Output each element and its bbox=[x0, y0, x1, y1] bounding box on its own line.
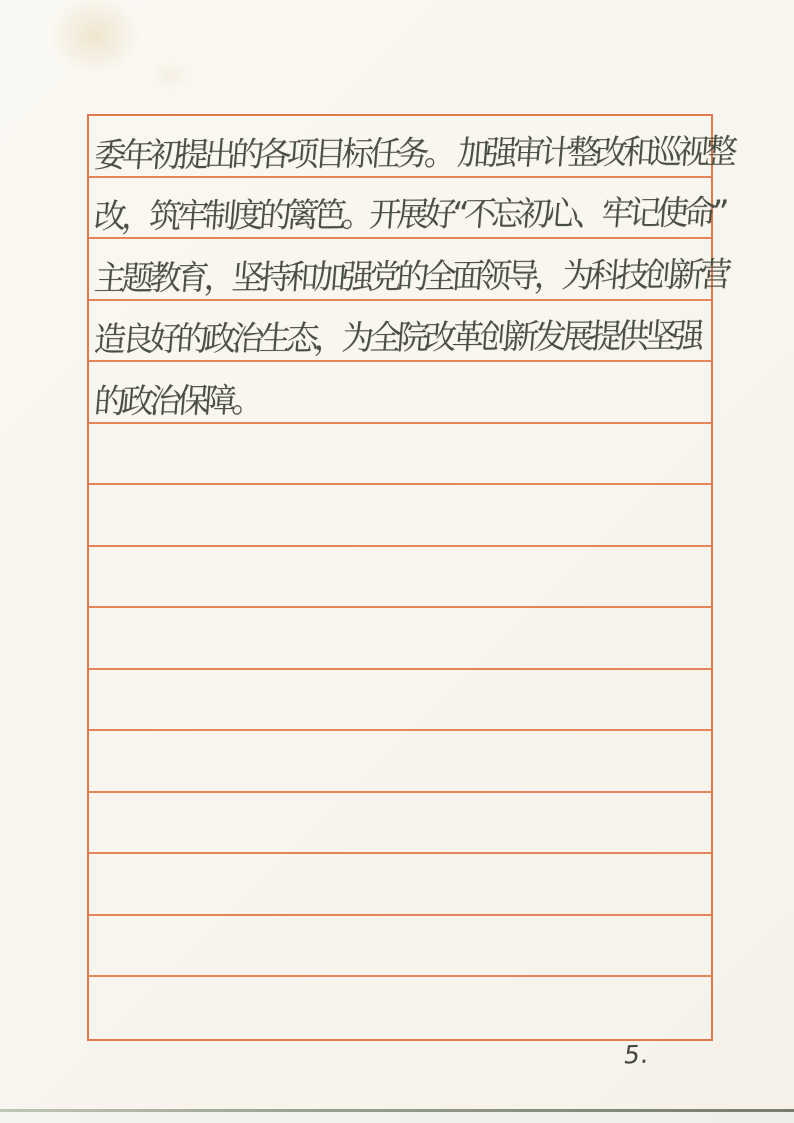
writing-row bbox=[89, 547, 711, 609]
handwritten-line: 造良好的政治生态，为全院改革创新发展提供坚强 bbox=[92, 315, 702, 360]
handwritten-line: 委年初提出的各项目标任务。 加强审计整改和巡视整 bbox=[92, 130, 735, 175]
writing-row bbox=[89, 424, 711, 486]
handwritten-line: 的政治保障。 bbox=[92, 379, 262, 421]
paper-smudge bbox=[50, 0, 140, 75]
writing-row bbox=[89, 670, 711, 732]
handwritten-line: 改，筑牢制度的篱笆。开展好“不忘初心、牢记使命” bbox=[92, 192, 726, 237]
writing-row bbox=[89, 301, 711, 363]
writing-row bbox=[89, 916, 711, 978]
page-number: 5. bbox=[621, 1039, 652, 1070]
writing-row bbox=[89, 239, 729, 301]
writing-row bbox=[89, 731, 711, 793]
ruled-writing-grid bbox=[87, 114, 735, 1041]
writing-row bbox=[89, 178, 726, 240]
handwritten-line: 主题教育，坚持和加强党的全面领导，为科技创新营 bbox=[92, 253, 729, 298]
writing-row bbox=[89, 608, 711, 670]
writing-row bbox=[89, 116, 735, 178]
writing-row bbox=[89, 793, 711, 855]
scan-background-strip bbox=[0, 1112, 794, 1123]
writing-row bbox=[89, 854, 711, 916]
writing-row bbox=[89, 977, 711, 1039]
paper-smudge bbox=[150, 60, 190, 90]
writing-row bbox=[89, 362, 711, 424]
writing-row bbox=[89, 485, 711, 547]
